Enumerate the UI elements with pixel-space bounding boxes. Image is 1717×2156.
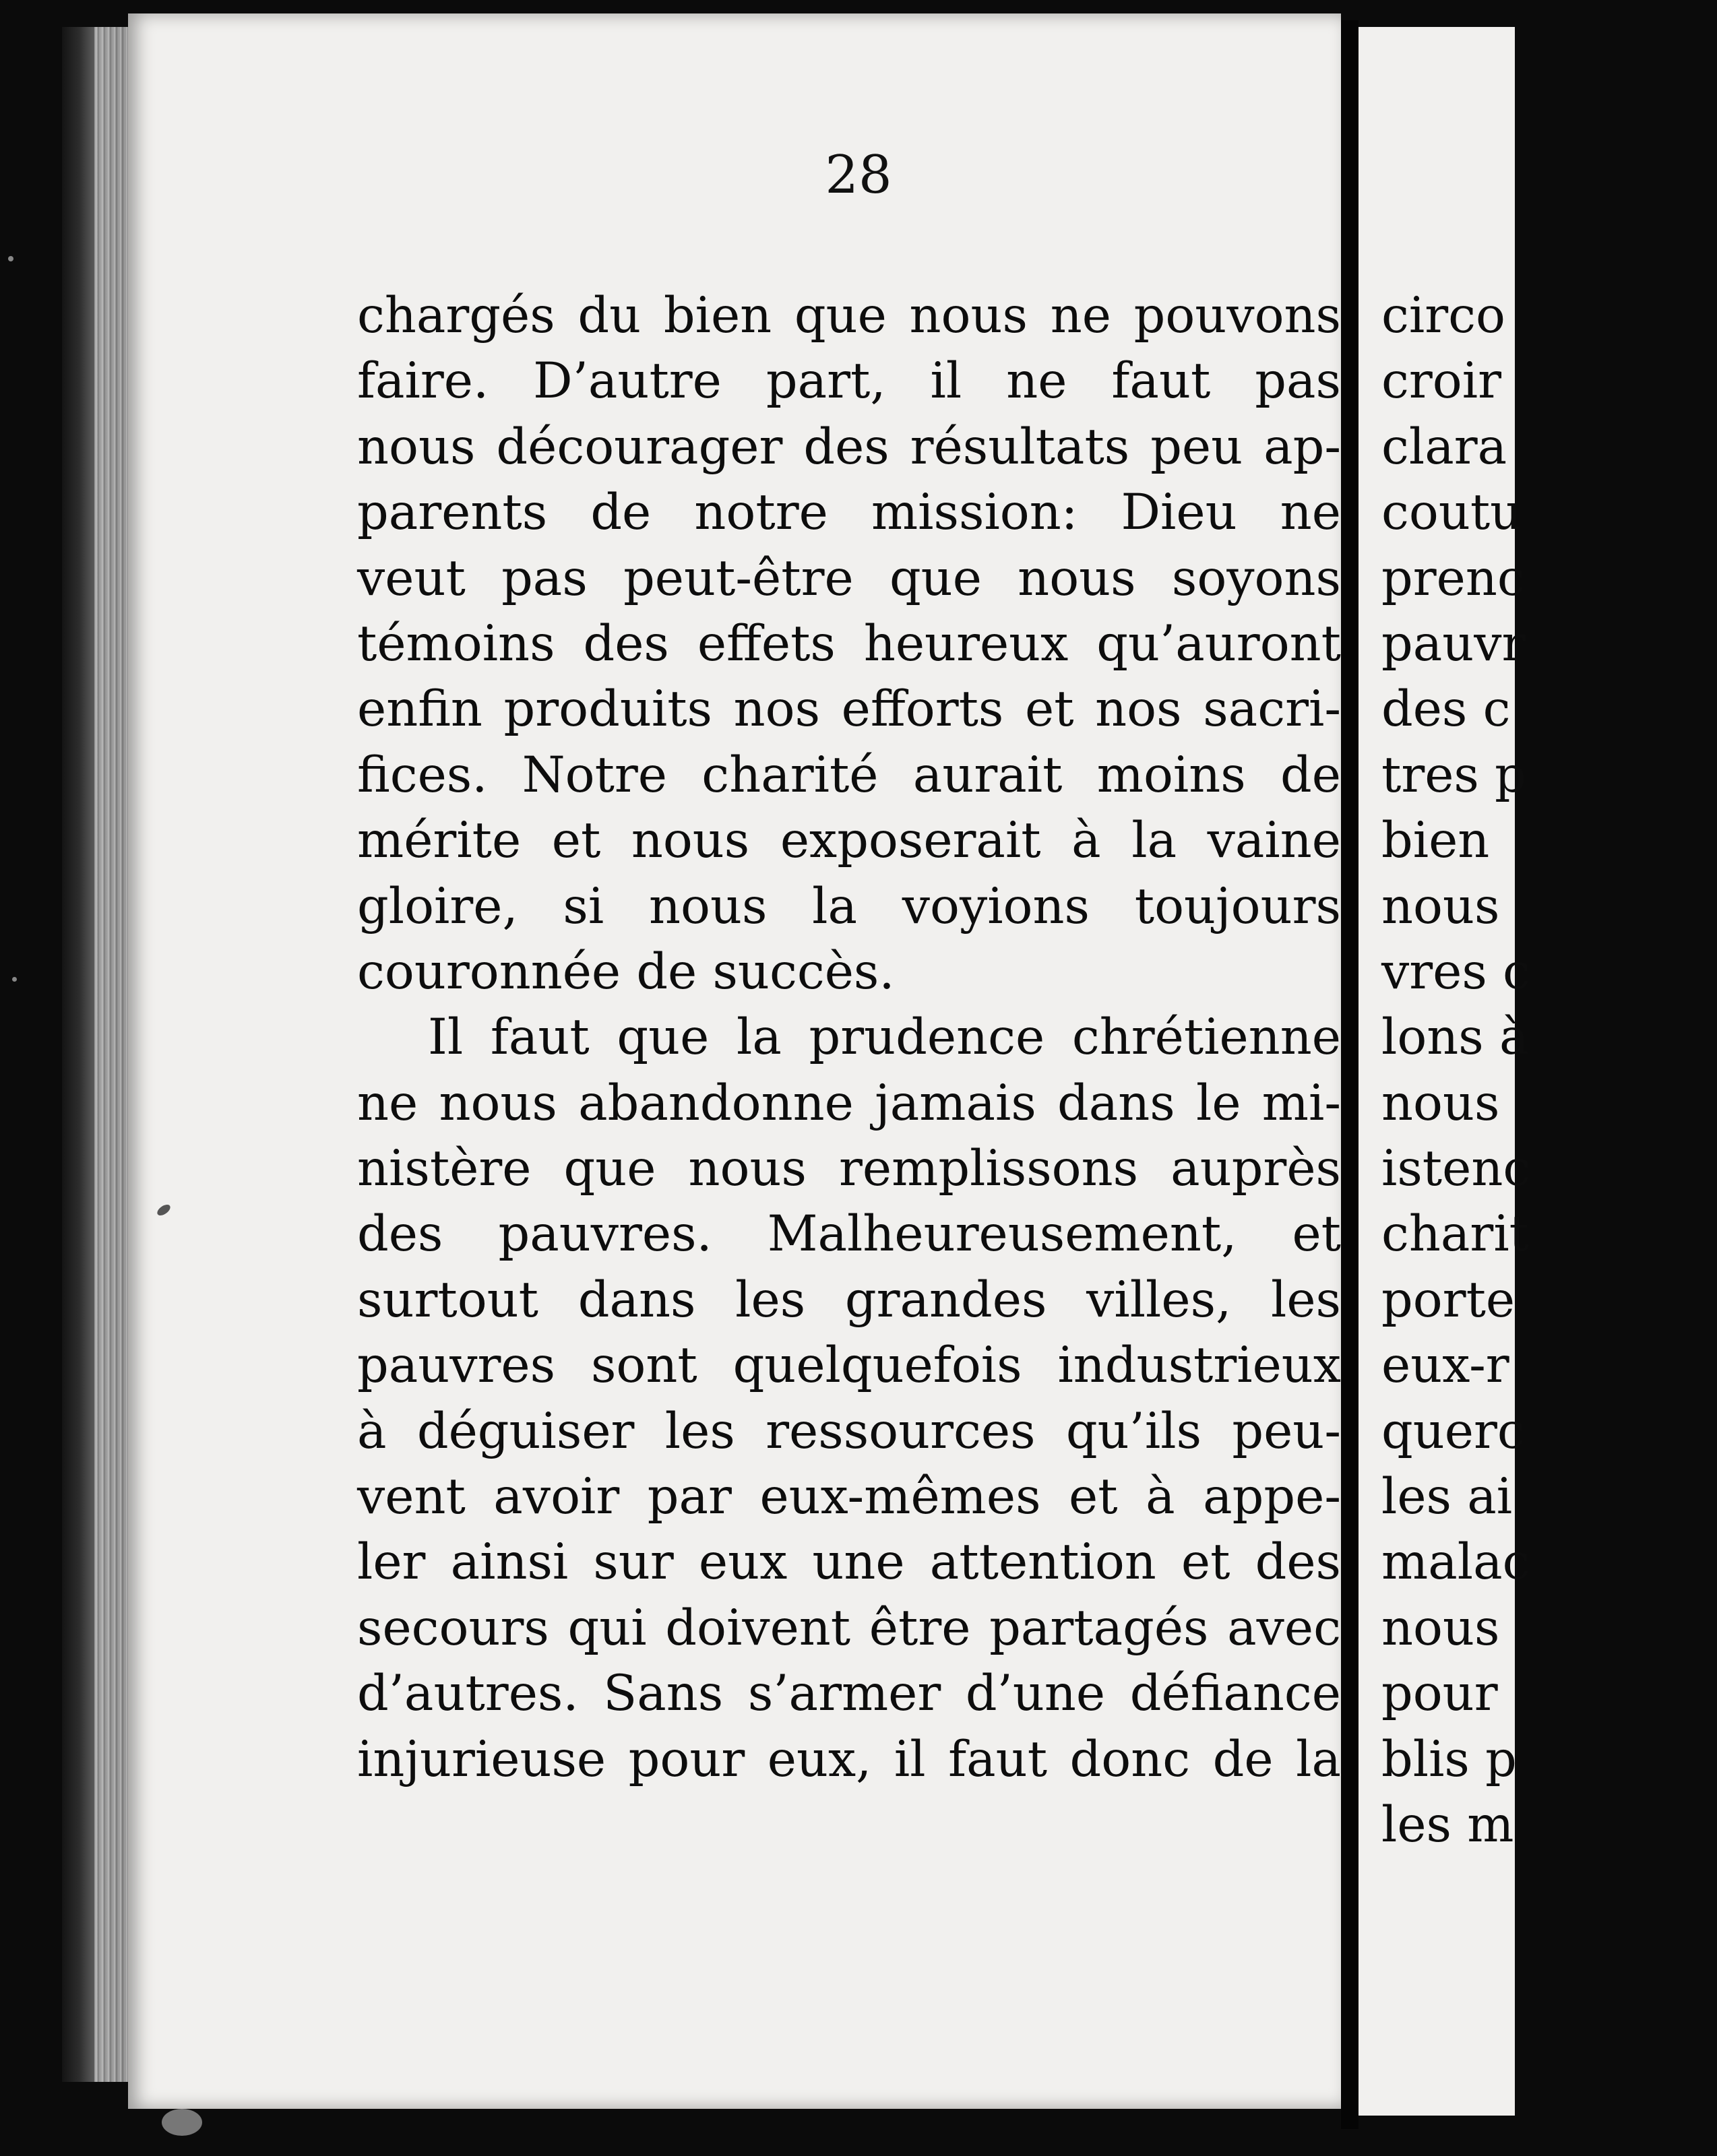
adjacent-page-text <box>1381 283 1531 1858</box>
text-line: ne nous abandonne jamais dans le mi- <box>357 1074 1341 1132</box>
adjacent-text-fragment: lons à <box>1381 1009 1529 1067</box>
adjacent-text-fragment: nous <box>1381 1074 1500 1132</box>
adjacent-text-fragment: circo <box>1381 287 1505 344</box>
adjacent-text-fragment: prenc <box>1381 549 1525 607</box>
adjacent-text-fragment: charit <box>1381 1205 1529 1263</box>
adjacent-text-fragment: les m <box>1381 1796 1514 1853</box>
page-stack-edge <box>94 27 131 2082</box>
text-line: couronnée de succès. <box>357 943 895 1001</box>
page-number: 28 <box>825 145 892 205</box>
adjacent-text-fragment: malac <box>1381 1533 1530 1591</box>
text-line: surtout dans les grandes villes, les <box>357 1271 1341 1329</box>
text-line: pauvres sont quelquefois industrieux <box>357 1337 1341 1395</box>
adjacent-text-fragment: querc <box>1381 1402 1525 1460</box>
text-line: d’autres. Sans s’armer d’une défiance <box>357 1665 1341 1723</box>
text-line: vent avoir par eux-mêmes et à appe- <box>357 1468 1341 1526</box>
ink-speck <box>8 256 13 261</box>
text-line: gloire, si nous la voyions toujours <box>357 877 1341 935</box>
adjacent-text-fragment: clara <box>1381 418 1507 476</box>
text-line: Il faut que la prudence chrétienne <box>428 1009 1341 1067</box>
text-line: injurieuse pour eux, il faut donc de la <box>357 1730 1341 1788</box>
main-text-block <box>357 283 1341 1792</box>
adjacent-text-fragment: des c <box>1381 680 1511 738</box>
text-line: ler ainsi sur eux une attention et des <box>357 1533 1341 1591</box>
adjacent-text-fragment: vres c <box>1381 943 1530 1001</box>
text-line: enfin produits nos efforts et nos sacri- <box>357 680 1341 738</box>
adjacent-text-fragment: les ai <box>1381 1468 1513 1526</box>
adjacent-text-fragment: croir <box>1381 352 1501 410</box>
text-line: secours qui doivent être partagés avec <box>357 1599 1341 1657</box>
text-line: fices. Notre charité aurait moins de <box>357 746 1341 804</box>
adjacent-text-fragment: istenc <box>1381 1140 1531 1198</box>
adjacent-text-fragment: tres p <box>1381 746 1526 804</box>
text-line: mérite et nous exposerait à la vaine <box>357 812 1341 870</box>
adjacent-text-fragment: coutu <box>1381 484 1522 542</box>
text-line: parents de notre mission: Dieu ne <box>357 484 1341 542</box>
adjacent-text-fragment: nous <box>1381 877 1500 935</box>
text-line: témoins des effets heureux qu’auront <box>357 614 1341 672</box>
text-line: veut pas peut-être que nous soyons <box>357 549 1341 607</box>
text-line: nous décourager des résultats peu ap- <box>357 418 1341 476</box>
ink-speck <box>162 2109 202 2136</box>
adjacent-text-fragment: bien <box>1381 812 1490 870</box>
adjacent-text-fragment: blis p <box>1381 1730 1517 1788</box>
text-line: des pauvres. Malheureusement, et <box>357 1205 1341 1263</box>
adjacent-text-fragment: pauvr <box>1381 614 1526 672</box>
adjacent-text-fragment: pour <box>1381 1665 1498 1723</box>
adjacent-text-fragment: nous <box>1381 1599 1500 1657</box>
text-line: à déguiser les ressources qu’ils peu- <box>357 1402 1341 1460</box>
text-line: nistère que nous remplissons auprès <box>357 1140 1341 1198</box>
ink-speck <box>12 977 17 982</box>
adjacent-text-fragment: eux-r <box>1381 1337 1509 1395</box>
text-line: faire. D’autre part, il ne faut pas <box>357 352 1341 410</box>
adjacent-text-fragment: porte <box>1381 1271 1516 1329</box>
text-line: chargés du bien que nous ne pouvons <box>357 287 1341 344</box>
page-gutter <box>1341 20 1359 2129</box>
